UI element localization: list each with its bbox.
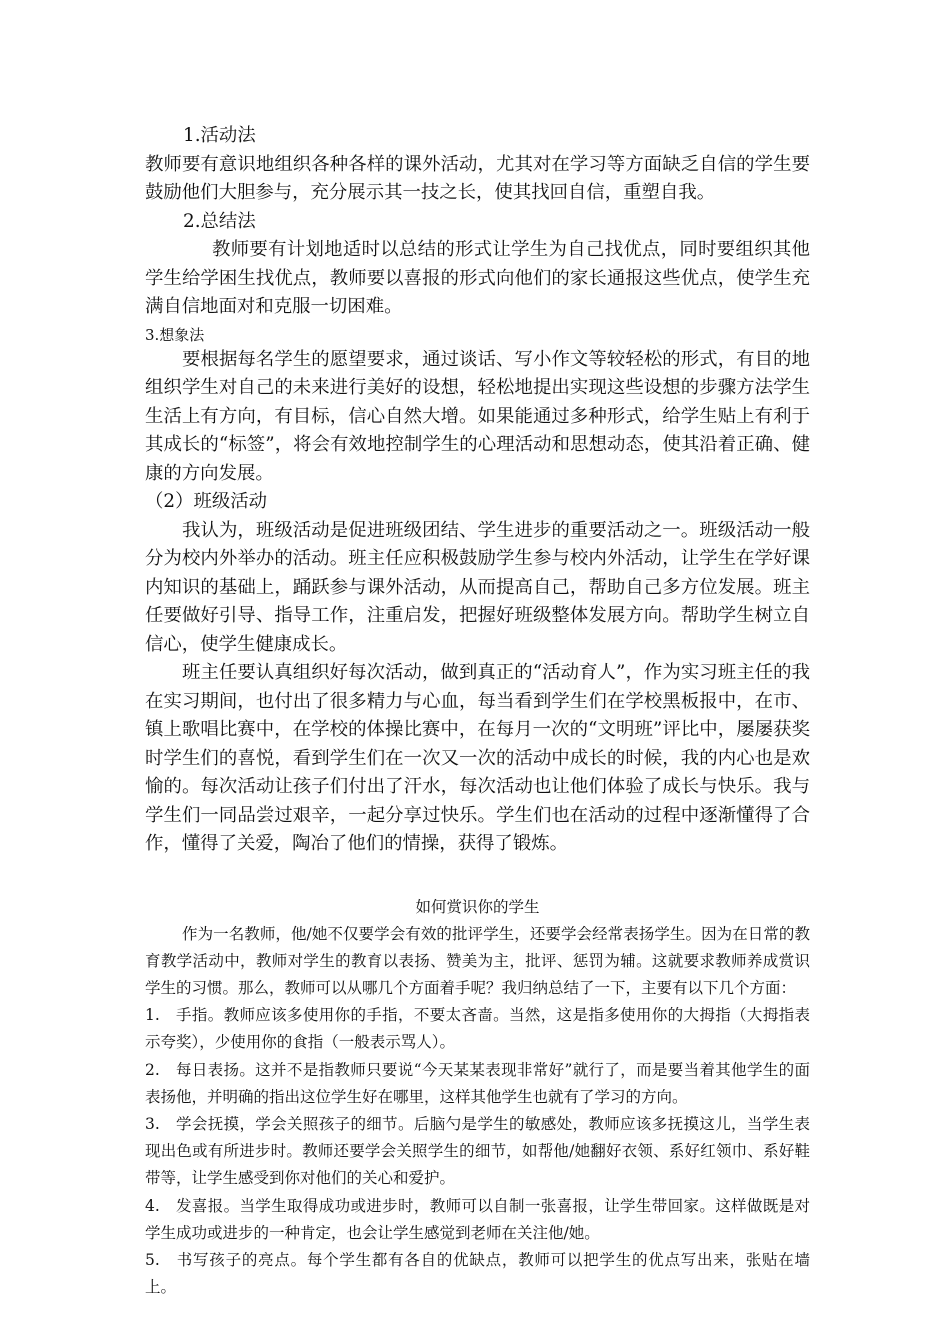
paragraph-intro: 作为一名教师，他/她不仅要学会有效的批评学生，还要学会经常表扬学生。因为在日常的教育教学活动中，教师对学生的教育以表扬、赞美为主，批评、惩罚为辅。这就要求教师养成赏识学生的习惯。那么，教师可以从哪几个方面着手呢？我归纳总结了一下，主要有以下几个方面： bbox=[145, 924, 810, 997]
paragraph-activity-method: 教师要有意识地组织各种各样的课外活动，尤其对在学习等方面缺乏自信的学生要鼓励他们大胆参与，充分展示其一技之长，使其找回自信，重塑自我。 bbox=[145, 153, 810, 203]
heading-summary-method: 2.总结法 bbox=[183, 210, 256, 232]
paragraph-class-activities: 我认为，班级活动是促进班级团结、学生进步的重要活动之一。班级活动一般分为校内外举办的活动。班主任应积极鼓励学生参与校内外活动，让学生在学好课内知识的基础上，踊跃参与课外活动，从而提高自己，帮助自己多方位发展。班主任要做好引导、指导工作，注重启发，把握好班级整体发展方向。帮助学生树立自信心，使学生健康成长。 bbox=[145, 519, 810, 655]
paragraph-imagination-method: 要根据每名学生的愿望要求，通过谈话、写小作文等较轻松的形式，有目的地组织学生对自己的未来进行美好的设想，轻松地提出实现这些设想的步骤方法学生生活上有方向，有目标，信心自然大增。如果能通过多种形式，给学生贴上有利于其成长的“标签”，将会有效地控制学生的心理活动和思想动态，使其沿着正确、健康的方向发展。 bbox=[145, 348, 810, 484]
list-item: 2. 每日表扬。这并不是指教师只要说“今天某某表现非常好”就行了，而是要当着其他学生的面表扬他，并明确的指出这位学生好在哪里，这样其他学生也就有了学习的方向。 bbox=[145, 1060, 810, 1106]
paragraph-activity-education: 班主任要认真组织好每次活动，做到真正的“活动育人”，作为实习班主任的我在实习期间，也付出了很多精力与心血，每当看到学生们在学校黑板报中，在市、镇上歌唱比赛中，在学校的体操比赛中，在每月一次的“文明班”评比中，屡屡获奖时学生们的喜悦，看到学生们在一次又一次的活动中成长的时候，我的内心也是欢愉的。每次活动让孩子们付出了汗水，每次活动也让他们体验了成长与快乐。我与学生们一同品尝过艰辛，一起分享过快乐。学生们也在活动的过程中逐渐懂得了合作，懂得了关爱，陶冶了他们的情操，获得了锻炼。 bbox=[145, 662, 810, 854]
document-content bbox=[145, 122, 810, 1301]
list-item: 5. 书写孩子的亮点。每个学生都有各自的优缺点，教师可以把学生的优点写出来，张贴在墙上。 bbox=[145, 1250, 810, 1297]
heading-class-activities: （2）班级活动 bbox=[145, 491, 268, 512]
paragraph-summary-method: 教师要有计划地适时以总结的形式让学生为自己找优点，同时要组织其他学生给学困生找优点，教师要以喜报的形式向他们的家长通报这些优点，使学生充满自信地面对和克服一切困难。 bbox=[145, 239, 810, 317]
section-title: 如何赏识你的学生 bbox=[415, 897, 540, 916]
list-item: 4. 发喜报。当学生取得成功或进步时，教师可以自制一张喜报，让学生带回家。这样做既是对学生成功或进步的一种肯定，也会让学生感觉到老师在关注他/她。 bbox=[145, 1196, 810, 1242]
heading-imagination-method: 3.想象法 bbox=[145, 325, 205, 344]
list-item: 1. 手指。教师应该多使用你的手指，不要太吝啬。当然，这是指多使用你的大拇指（大拇指表示夸奖），少使用你的食指（一般表示骂人）。 bbox=[145, 1006, 810, 1052]
list-item: 3. 学会抚摸，学会关照孩子的细节。后脑勺是学生的敏感处，教师应该多抚摸这儿，当学生表现出色或有所进步时。教师还要学会关照学生的细节，如帮他/她翻好衣领、系好红领巾、系好鞋带等，让学生感受到你对他们的关心和爱护。 bbox=[145, 1114, 810, 1188]
heading-activity-method: 1.活动法 bbox=[183, 125, 256, 146]
